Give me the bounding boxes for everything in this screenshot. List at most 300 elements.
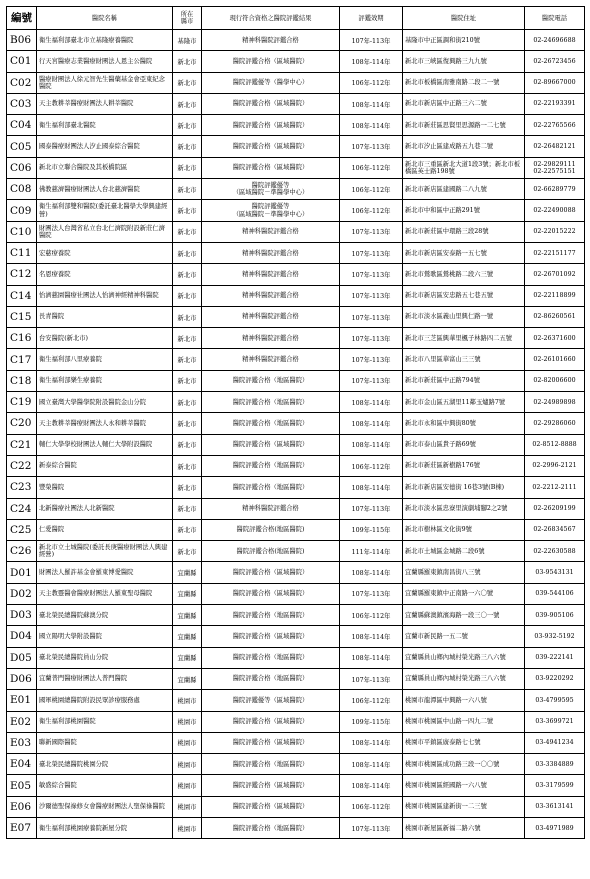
cell-address: 新北市新店區建國路二八九號 — [403, 179, 525, 200]
hospital-table-container — [6, 6, 584, 839]
cell-name: 沙爾德聖保祿修女會醫療財團法人聖保祿醫院 — [37, 796, 173, 817]
cell-address: 桃園市桃園區中山路一四九二號 — [403, 711, 525, 732]
cell-phone: 02-26482121 — [525, 136, 585, 157]
cell-period: 108年-114年 — [340, 413, 403, 434]
cell-address: 桃園市新屋區新福二路六號 — [403, 817, 525, 838]
cell-phone: 02-29829111 02-22575151 — [525, 157, 585, 178]
cell-period: 108年-114年 — [340, 647, 403, 668]
cell-result: 醫院評鑑合格(地區醫院) — [202, 541, 340, 562]
cell-city: 新北市 — [173, 434, 202, 455]
cell-period: 106年-112年 — [340, 72, 403, 93]
cell-address: 新北市新店區安德街 16巷3號(B棟) — [403, 477, 525, 498]
cell-address: 新北市新店區安泰路一五七號 — [403, 242, 525, 263]
cell-city: 宜蘭縣 — [173, 583, 202, 604]
cell-phone: 02-66289779 — [525, 179, 585, 200]
cell-phone: 02-22765566 — [525, 115, 585, 136]
table-row — [7, 51, 585, 72]
cell-address: 新北市土城區金城路二段6號 — [403, 541, 525, 562]
table-body — [7, 30, 585, 839]
header-code: 編號 — [7, 7, 37, 30]
cell-period: 107年-113年 — [340, 136, 403, 157]
cell-city: 新北市 — [173, 370, 202, 391]
cell-name: 國泰醫療財團法人汐止國泰綜合醫院 — [37, 136, 173, 157]
cell-city: 新北市 — [173, 72, 202, 93]
cell-address: 新北市鶯歌區鶯桃路二段六三號 — [403, 264, 525, 285]
cell-address: 新北市泰山區貴子路69號 — [403, 434, 525, 455]
cell-address: 桃園市桃園區建新街一二三號 — [403, 796, 525, 817]
cell-code: C26 — [7, 541, 37, 562]
table-row — [7, 583, 585, 604]
cell-name: 臺北榮民總醫院員山分院 — [37, 647, 173, 668]
cell-city: 新北市 — [173, 200, 202, 221]
table-row — [7, 285, 585, 306]
cell-phone: 02-22630588 — [525, 541, 585, 562]
cell-period: 109年-115年 — [340, 519, 403, 540]
cell-city: 新北市 — [173, 115, 202, 136]
cell-code: C05 — [7, 136, 37, 157]
table-row — [7, 349, 585, 370]
cell-phone: 02-8512-8888 — [525, 434, 585, 455]
cell-phone: 02-22118899 — [525, 285, 585, 306]
cell-period: 107年-113年 — [340, 668, 403, 689]
cell-city: 新北市 — [173, 221, 202, 242]
cell-phone: 03-4799595 — [525, 690, 585, 711]
cell-result: 醫院評鑑合格（區域醫院） — [202, 93, 340, 114]
table-row — [7, 626, 585, 647]
cell-code: E03 — [7, 732, 37, 753]
cell-code: C02 — [7, 72, 37, 93]
table-header-row — [7, 7, 585, 30]
cell-phone: 02-22015222 — [525, 221, 585, 242]
cell-name: 臺北榮民總醫院桃園分院 — [37, 754, 173, 775]
cell-name: 仁愛醫院 — [37, 519, 173, 540]
cell-name: 國立臺灣大學醫學院附設醫院金山分院 — [37, 392, 173, 413]
cell-result: 醫院評鑑合格（地區醫院） — [202, 392, 340, 413]
cell-name: 輔仁大學學校財團法人輔仁大學附設醫院 — [37, 434, 173, 455]
cell-code: C06 — [7, 157, 37, 178]
cell-result: 精神科醫院評鑑合格 — [202, 221, 340, 242]
cell-period: 108年-114年 — [340, 93, 403, 114]
cell-result: 醫院評鑑優等（區域醫院） — [202, 690, 340, 711]
cell-address: 新北市永和區中興街80號 — [403, 413, 525, 434]
header-address: 醫院住址 — [403, 7, 525, 30]
cell-address: 新北市三峽區復興路三九九號 — [403, 51, 525, 72]
cell-period: 106年-112年 — [340, 605, 403, 626]
cell-code: C11 — [7, 242, 37, 263]
cell-city: 新北市 — [173, 477, 202, 498]
cell-city: 桃園市 — [173, 796, 202, 817]
table-row — [7, 455, 585, 476]
table-row — [7, 328, 585, 349]
table-row — [7, 775, 585, 796]
cell-address: 新北市樹林區文化街9號 — [403, 519, 525, 540]
cell-name: 國軍桃園總醫院附設民眾診療服務處 — [37, 690, 173, 711]
header-result: 現行符合資格之醫院評鑑結果 — [202, 7, 340, 30]
table-row — [7, 30, 585, 51]
cell-name: 國立陽明大學附設醫院 — [37, 626, 173, 647]
cell-address: 新北市新莊區思賢里思源路一二七號 — [403, 115, 525, 136]
cell-phone: 03-3699721 — [525, 711, 585, 732]
cell-period: 107年-113年 — [340, 349, 403, 370]
cell-period: 106年-112年 — [340, 179, 403, 200]
cell-period: 109年-115年 — [340, 711, 403, 732]
cell-phone: 02-26209199 — [525, 498, 585, 519]
cell-name: 豐榮醫院 — [37, 477, 173, 498]
cell-city: 新北市 — [173, 136, 202, 157]
cell-phone: 03-9543131 — [525, 562, 585, 583]
cell-name: 臺北榮民總醫院蘇澳分院 — [37, 605, 173, 626]
cell-name: 台安醫院(新北市) — [37, 328, 173, 349]
cell-result: 醫院評鑑合格（區域醫院） — [202, 434, 340, 455]
cell-result: 醫院評鑑合格（區域醫院） — [202, 775, 340, 796]
cell-phone: 03-932-5192 — [525, 626, 585, 647]
cell-result: 醫院評鑑合格（區域醫院） — [202, 626, 340, 647]
cell-city: 桃園市 — [173, 690, 202, 711]
table-row — [7, 115, 585, 136]
cell-city: 宜蘭縣 — [173, 605, 202, 626]
cell-city: 新北市 — [173, 264, 202, 285]
cell-address: 新北市板橋區南雅南路二段二一號 — [403, 72, 525, 93]
cell-period: 106年-112年 — [340, 200, 403, 221]
cell-period: 107年-113年 — [340, 30, 403, 51]
cell-city: 新北市 — [173, 285, 202, 306]
cell-result: 醫院評鑑合格（區域醫院） — [202, 583, 340, 604]
cell-period: 106年-112年 — [340, 796, 403, 817]
cell-city: 宜蘭縣 — [173, 626, 202, 647]
cell-city: 新北市 — [173, 519, 202, 540]
cell-address: 新北市八里區華富山三三號 — [403, 349, 525, 370]
cell-result: 精神科醫院評鑑合格 — [202, 498, 340, 519]
cell-address: 桃園市桃園區經國路一六八號 — [403, 775, 525, 796]
cell-city: 新北市 — [173, 498, 202, 519]
cell-name: 怡濟慈園醫療社團法人怡濟神經精神科醫院 — [37, 285, 173, 306]
cell-code: B06 — [7, 30, 37, 51]
cell-code: C25 — [7, 519, 37, 540]
cell-result: 醫院評鑑合格（地區醫院） — [202, 817, 340, 838]
cell-city: 桃園市 — [173, 754, 202, 775]
cell-result: 醫院評鑑合格（區域醫院） — [202, 732, 340, 753]
cell-period: 107年-113年 — [340, 285, 403, 306]
cell-name: 敏盛綜合醫院 — [37, 775, 173, 796]
cell-result: 醫院評鑑合格（區域醫院） — [202, 115, 340, 136]
cell-phone: 02-24696688 — [525, 30, 585, 51]
cell-period: 107年-113年 — [340, 370, 403, 391]
cell-code: D06 — [7, 668, 37, 689]
cell-code: C21 — [7, 434, 37, 455]
cell-code: C17 — [7, 349, 37, 370]
cell-result: 精神科醫院評鑑合格 — [202, 349, 340, 370]
table-row — [7, 668, 585, 689]
table-row — [7, 605, 585, 626]
cell-address: 宜蘭縣員山鄉內城村榮光路三八六號 — [403, 647, 525, 668]
cell-period: 107年-113年 — [340, 583, 403, 604]
cell-period: 111年-114年 — [340, 541, 403, 562]
cell-code: C04 — [7, 115, 37, 136]
cell-address: 宜蘭縣羅東鎮中正南路一六〇號 — [403, 583, 525, 604]
cell-code: C20 — [7, 413, 37, 434]
table-row — [7, 690, 585, 711]
cell-result: 醫院評鑑合格（區域醫院） — [202, 562, 340, 583]
cell-city: 桃園市 — [173, 817, 202, 838]
cell-name: 衛生福利部臺北醫院 — [37, 115, 173, 136]
cell-period: 108年-114年 — [340, 562, 403, 583]
cell-result: 精神科醫院評鑑合格 — [202, 328, 340, 349]
cell-period: 107年-113年 — [340, 498, 403, 519]
cell-code: D02 — [7, 583, 37, 604]
cell-name: 財團法人台灣省私立台北仁濟院附設新莊仁濟醫院 — [37, 221, 173, 242]
cell-code: C14 — [7, 285, 37, 306]
header-name: 醫院名稱 — [37, 7, 173, 30]
cell-phone: 02-89667000 — [525, 72, 585, 93]
cell-address: 桃園市龍潭區中興路一六八號 — [403, 690, 525, 711]
cell-phone: 03-4941234 — [525, 732, 585, 753]
cell-code: C10 — [7, 221, 37, 242]
cell-period: 107年-113年 — [340, 242, 403, 263]
header-phone: 醫院電話 — [525, 7, 585, 30]
cell-city: 新北市 — [173, 413, 202, 434]
cell-name: 醫療財團法人徐元智先生醫藥基金會亞東紀念醫院 — [37, 72, 173, 93]
cell-city: 新北市 — [173, 328, 202, 349]
table-row — [7, 200, 585, 221]
cell-address: 新北市三重區新北大道1段3號；新北市板橋區英士路198號 — [403, 157, 525, 178]
cell-address: 宜蘭縣蘇澳鎮濱海路一段三〇一號 — [403, 605, 525, 626]
cell-city: 宜蘭縣 — [173, 562, 202, 583]
table-row — [7, 157, 585, 178]
cell-phone: 02-82006600 — [525, 370, 585, 391]
cell-address: 宜蘭市新民路一五二號 — [403, 626, 525, 647]
cell-address: 新北市新莊區新樹路176號 — [403, 455, 525, 476]
cell-phone: 02-22151177 — [525, 242, 585, 263]
cell-address: 新北市新店區中正路三六二號 — [403, 93, 525, 114]
cell-city: 新北市 — [173, 157, 202, 178]
cell-code: C09 — [7, 200, 37, 221]
cell-address: 宜蘭縣員山鄉內城村榮光路三八六號 — [403, 668, 525, 689]
cell-period: 106年-112年 — [340, 690, 403, 711]
table-row — [7, 93, 585, 114]
cell-city: 新北市 — [173, 455, 202, 476]
cell-code: D05 — [7, 647, 37, 668]
cell-code: E07 — [7, 817, 37, 838]
cell-result: 醫院評鑑合格（地區醫院） — [202, 647, 340, 668]
cell-period: 107年-113年 — [340, 817, 403, 838]
cell-name: 衛生福利部八里療養院 — [37, 349, 173, 370]
table-row — [7, 264, 585, 285]
cell-result: 精神科醫院評鑑合格 — [202, 242, 340, 263]
cell-name: 衛生福利部臺北市立基隆療養醫院 — [37, 30, 173, 51]
cell-address: 新北市淡水區義山里興仁路一號 — [403, 306, 525, 327]
cell-phone: 039-544106 — [525, 583, 585, 604]
cell-code: E01 — [7, 690, 37, 711]
cell-result: 精神科醫院評鑑合格 — [202, 30, 340, 51]
cell-name: 新北市立聯合醫院及其板橋院區 — [37, 157, 173, 178]
table-row — [7, 477, 585, 498]
cell-phone: 02-26701092 — [525, 264, 585, 285]
cell-code: C16 — [7, 328, 37, 349]
cell-city: 桃園市 — [173, 732, 202, 753]
cell-code: E05 — [7, 775, 37, 796]
cell-period: 107年-113年 — [340, 264, 403, 285]
cell-period: 107年-113年 — [340, 221, 403, 242]
cell-phone: 03-3384889 — [525, 754, 585, 775]
cell-period: 108年-114年 — [340, 775, 403, 796]
cell-name: 佛教慈濟醫療財團法人台北慈濟醫院 — [37, 179, 173, 200]
table-row — [7, 647, 585, 668]
table-row — [7, 370, 585, 391]
cell-result: 醫院評鑑合格（地區醫院） — [202, 455, 340, 476]
cell-address: 新北市新莊區中正路794號 — [403, 370, 525, 391]
cell-name: 天主教耕莘醫療財團法人永和耕莘醫院 — [37, 413, 173, 434]
cell-code: C19 — [7, 392, 37, 413]
cell-name: 新北市立土城醫院(委託長庚醫療財團法人興建經營) — [37, 541, 173, 562]
cell-result: 精神科醫院評鑑合格 — [202, 285, 340, 306]
cell-phone: 03-9220292 — [525, 668, 585, 689]
cell-code: E06 — [7, 796, 37, 817]
cell-phone: 03-3613141 — [525, 796, 585, 817]
cell-address: 新北市新莊區中環路三段28號 — [403, 221, 525, 242]
cell-address: 新北市汐止區建成路五九巷二號 — [403, 136, 525, 157]
cell-name: 北新醫療社團法人北新醫院 — [37, 498, 173, 519]
cell-result: 醫院評鑑合格（地區醫院） — [202, 370, 340, 391]
header-period: 評鑑效期 — [340, 7, 403, 30]
cell-code: C08 — [7, 179, 37, 200]
cell-code: D04 — [7, 626, 37, 647]
cell-phone: 03-4971989 — [525, 817, 585, 838]
cell-result: 醫院評鑑合格（區域醫院） — [202, 51, 340, 72]
cell-address: 桃園市桃園區成功路三段一〇〇號 — [403, 754, 525, 775]
table-row — [7, 392, 585, 413]
cell-period: 108年-114年 — [340, 115, 403, 136]
cell-code: C18 — [7, 370, 37, 391]
cell-address: 基隆市中正區調和街210號 — [403, 30, 525, 51]
cell-name: 行天宮醫療志業醫療財團法人恩主公醫院 — [37, 51, 173, 72]
cell-address: 新北市中和區中正路291號 — [403, 200, 525, 221]
cell-city: 新北市 — [173, 242, 202, 263]
cell-name: 長青醫院 — [37, 306, 173, 327]
table-row — [7, 221, 585, 242]
cell-code: C24 — [7, 498, 37, 519]
cell-phone: 02-26723456 — [525, 51, 585, 72]
cell-period: 108年-114年 — [340, 434, 403, 455]
cell-result: 醫院評鑑合格（地區醫院） — [202, 477, 340, 498]
cell-city: 新北市 — [173, 51, 202, 72]
table-row — [7, 562, 585, 583]
cell-code: D01 — [7, 562, 37, 583]
cell-phone: 02-22193391 — [525, 93, 585, 114]
cell-code: C15 — [7, 306, 37, 327]
table-row — [7, 413, 585, 434]
cell-phone: 02-86260561 — [525, 306, 585, 327]
cell-name: 聯新國際醫院 — [37, 732, 173, 753]
table-row — [7, 541, 585, 562]
cell-phone: 03-3179599 — [525, 775, 585, 796]
cell-city: 新北市 — [173, 93, 202, 114]
cell-city: 新北市 — [173, 349, 202, 370]
cell-code: E04 — [7, 754, 37, 775]
cell-result: 醫院評鑑合格（區域醫院） — [202, 711, 340, 732]
cell-city: 新北市 — [173, 179, 202, 200]
cell-name: 衛生福利部桃園療養院新屋分院 — [37, 817, 173, 838]
cell-name: 天主教耕莘醫療財團法人耕莘醫院 — [37, 93, 173, 114]
hospital-table — [6, 6, 585, 839]
cell-result: 醫院評鑑優等（醫學中心） — [202, 72, 340, 93]
cell-city: 桃園市 — [173, 775, 202, 796]
cell-address: 新北市新店區安忠路五七巷五號 — [403, 285, 525, 306]
cell-city: 新北市 — [173, 392, 202, 413]
cell-city: 新北市 — [173, 306, 202, 327]
cell-city: 桃園市 — [173, 711, 202, 732]
cell-result: 精神科醫院評鑑合格 — [202, 306, 340, 327]
cell-period: 107年-113年 — [340, 328, 403, 349]
cell-address: 新北市三芝區興華里楓子林路四二五號 — [403, 328, 525, 349]
cell-result: 醫院評鑑優等 （區域醫院－準醫學中心） — [202, 200, 340, 221]
table-row — [7, 179, 585, 200]
cell-period: 108年-114年 — [340, 51, 403, 72]
cell-period: 108年-114年 — [340, 626, 403, 647]
table-row — [7, 72, 585, 93]
cell-result: 醫院評鑑合格（地區醫院） — [202, 413, 340, 434]
table-row — [7, 796, 585, 817]
cell-city: 宜蘭縣 — [173, 647, 202, 668]
cell-phone: 02-26371600 — [525, 328, 585, 349]
cell-phone: 039-222141 — [525, 647, 585, 668]
cell-address: 新北市淡水區忠寮里演劇埔腳2之2號 — [403, 498, 525, 519]
cell-code: C22 — [7, 455, 37, 476]
table-row — [7, 817, 585, 838]
cell-result: 醫院評鑑優等 （區域醫院－準醫學中心） — [202, 179, 340, 200]
cell-name: 衛生福利部樂生療養院 — [37, 370, 173, 391]
header-city: 所在 縣市 — [173, 7, 202, 30]
table-row — [7, 242, 585, 263]
cell-code: E02 — [7, 711, 37, 732]
cell-code: C12 — [7, 264, 37, 285]
table-row — [7, 754, 585, 775]
cell-period: 108年-114年 — [340, 392, 403, 413]
table-row — [7, 711, 585, 732]
table-row — [7, 498, 585, 519]
table-row — [7, 434, 585, 455]
cell-phone: 039-905106 — [525, 605, 585, 626]
cell-name: 宏慈療養院 — [37, 242, 173, 263]
cell-period: 108年-114年 — [340, 754, 403, 775]
cell-result: 醫院評鑑合格（地區醫院） — [202, 754, 340, 775]
cell-name: 衛生福利部桃園醫院 — [37, 711, 173, 732]
cell-phone: 02-26834567 — [525, 519, 585, 540]
cell-name: 衛生福利部雙和醫院(委託臺北醫學大學興建經營) — [37, 200, 173, 221]
cell-result: 醫院評鑑合格（區域醫院） — [202, 136, 340, 157]
cell-period: 106年-112年 — [340, 157, 403, 178]
cell-period: 107年-113年 — [340, 306, 403, 327]
cell-period: 108年-114年 — [340, 732, 403, 753]
cell-code: C01 — [7, 51, 37, 72]
cell-name: 天主教靈醫會醫療財團法人羅東聖母醫院 — [37, 583, 173, 604]
cell-phone: 02-29286060 — [525, 413, 585, 434]
cell-period: 106年-112年 — [340, 455, 403, 476]
cell-phone: 02-26101660 — [525, 349, 585, 370]
cell-phone: 02-2996-2121 — [525, 455, 585, 476]
cell-result: 醫院評鑑合格(地區醫院) — [202, 519, 340, 540]
cell-code: D03 — [7, 605, 37, 626]
cell-result: 精神科醫院評鑑合格 — [202, 264, 340, 285]
cell-phone: 02-24989898 — [525, 392, 585, 413]
cell-phone: 02-22490088 — [525, 200, 585, 221]
cell-city: 宜蘭縣 — [173, 668, 202, 689]
cell-period: 108年-114年 — [340, 477, 403, 498]
cell-code: C03 — [7, 93, 37, 114]
cell-address: 新北市金山區五湖里11鄰玉爐路7號 — [403, 392, 525, 413]
cell-name: 名恩療養院 — [37, 264, 173, 285]
cell-result: 醫院評鑑合格（區域醫院） — [202, 157, 340, 178]
cell-code: C23 — [7, 477, 37, 498]
